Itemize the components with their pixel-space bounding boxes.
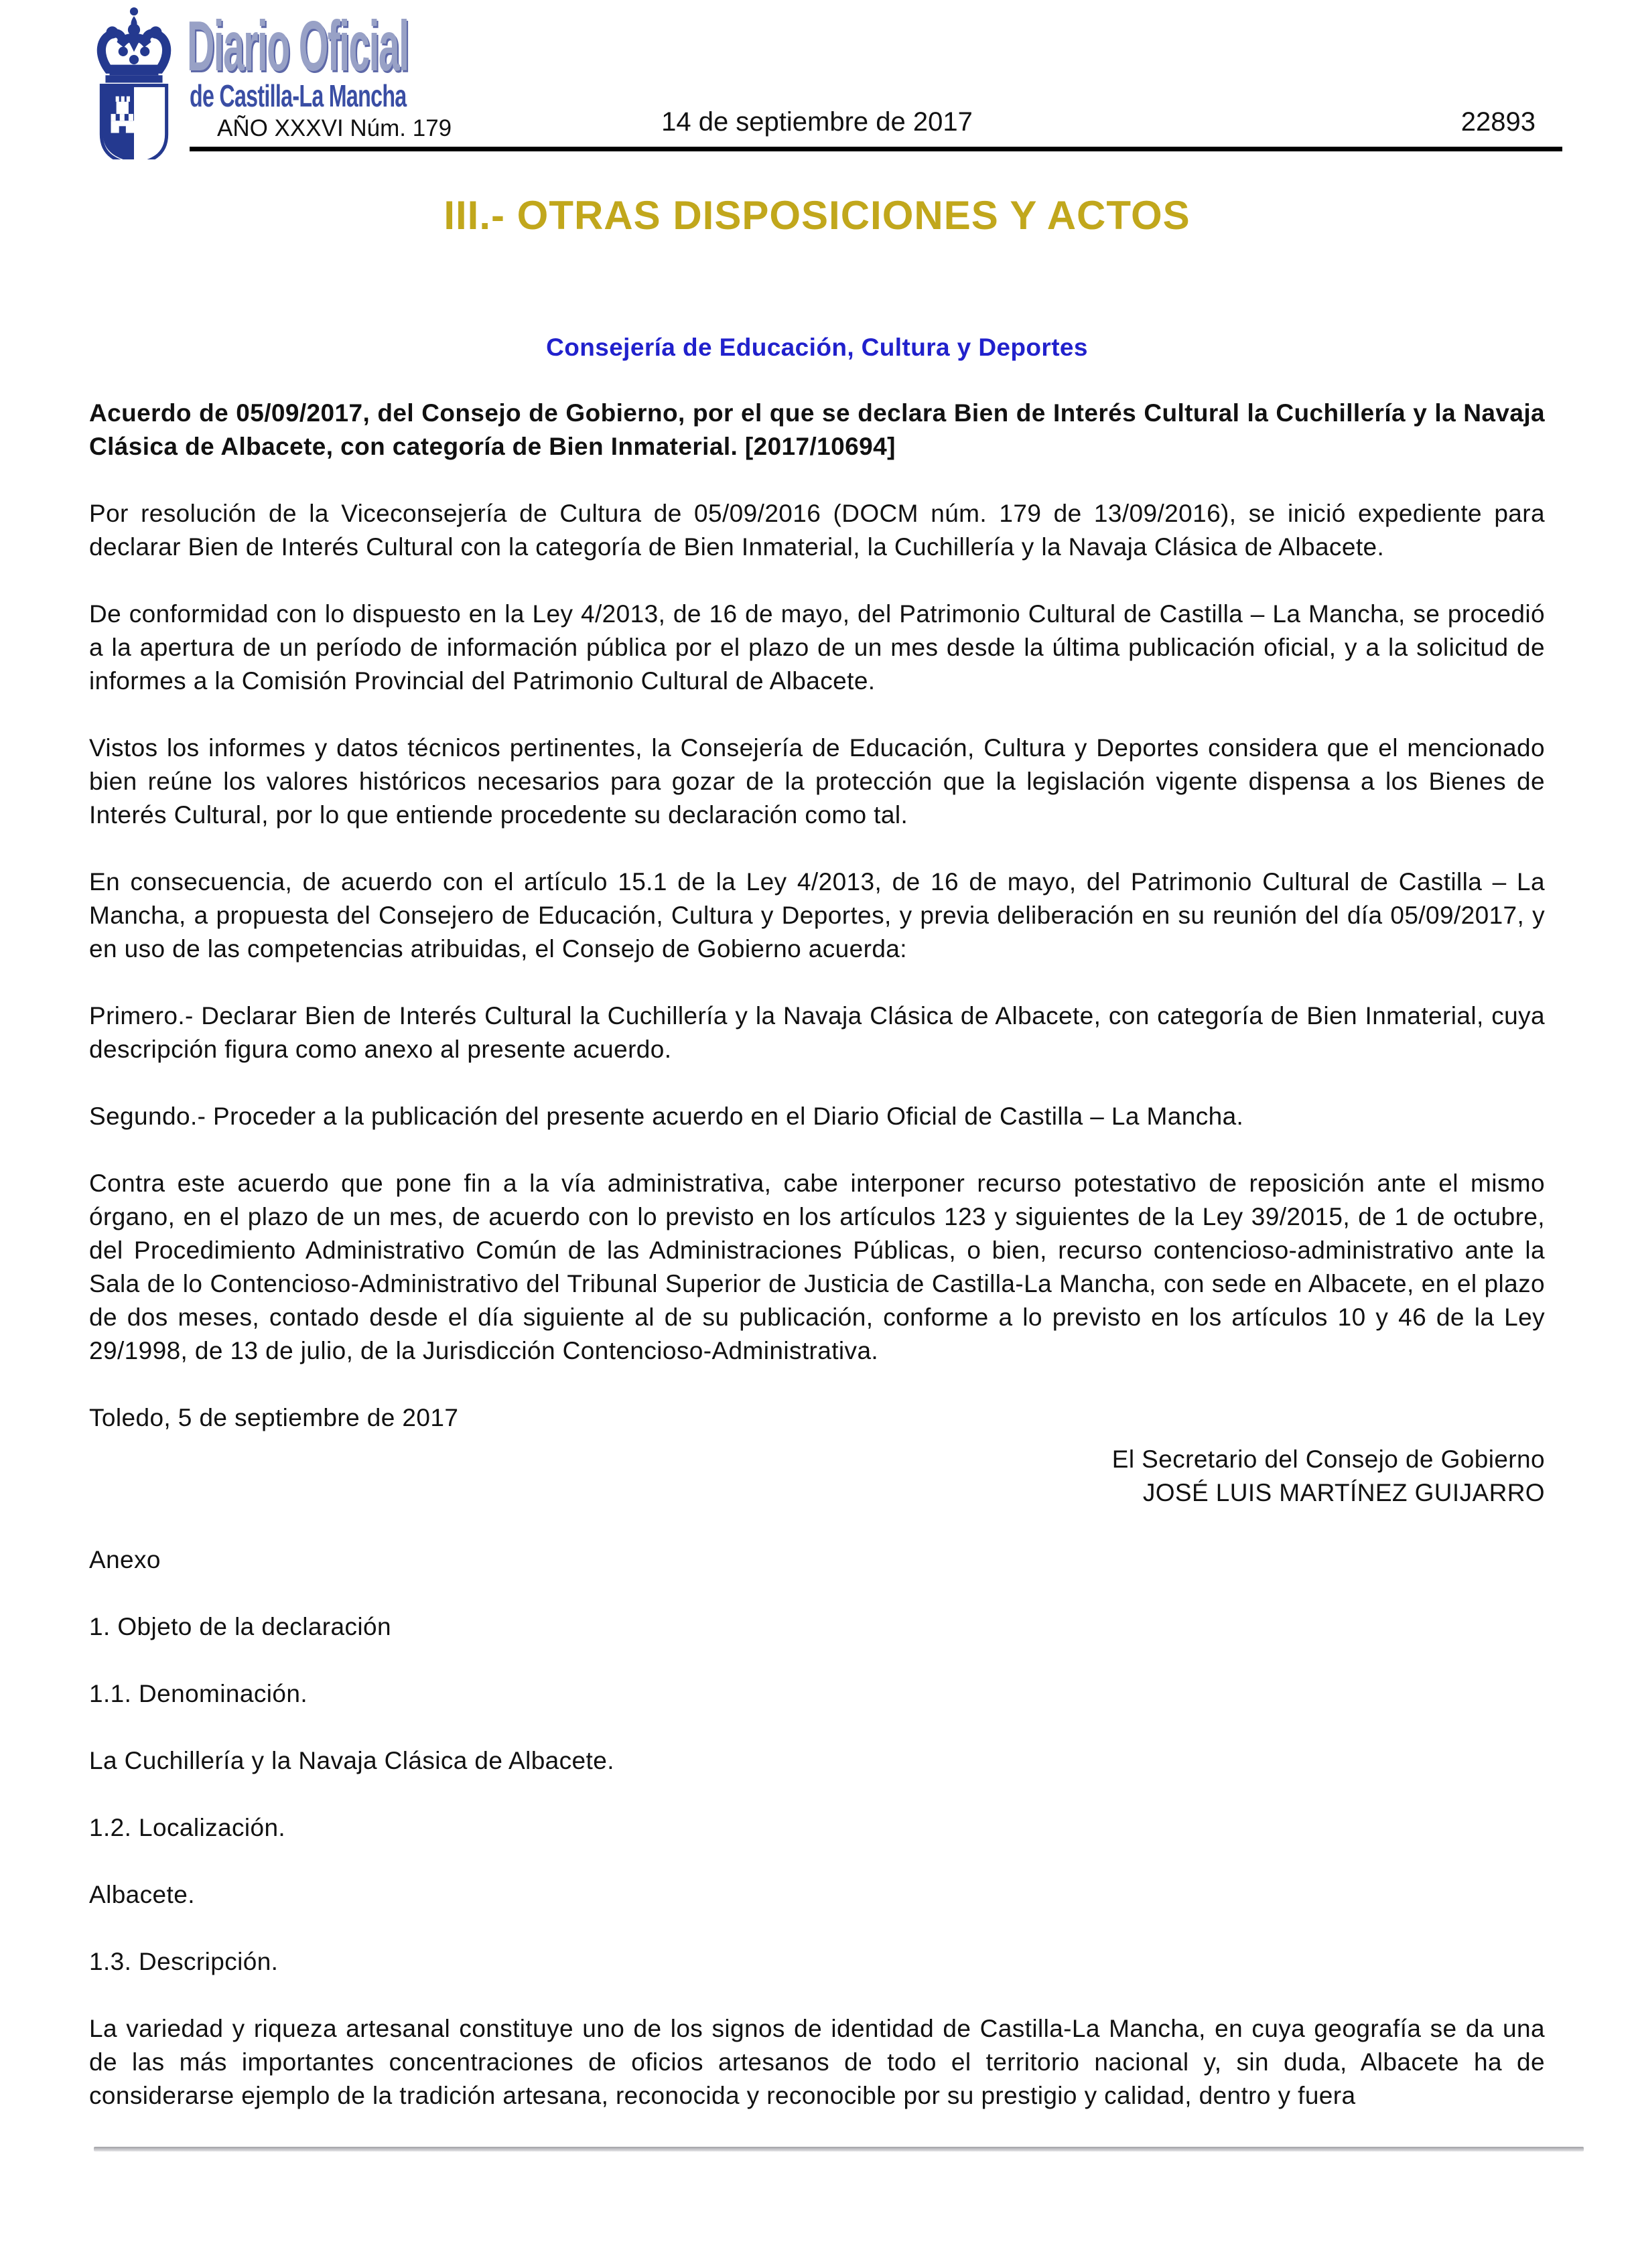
place-and-date: Toledo, 5 de septiembre de 2017 bbox=[89, 1404, 459, 1431]
footer-divider bbox=[94, 2147, 1584, 2151]
logo-subtitle: de Castilla-La Mancha bbox=[190, 78, 407, 113]
logo-title: Diario Oficial bbox=[187, 7, 409, 86]
logo-edition-number: AÑO XXXVI Núm. 179 bbox=[217, 115, 452, 141]
annex-section-objeto: 1. Objeto de la declaración bbox=[89, 1613, 391, 1640]
department-title: Consejería de Educación, Cultura y Deportes bbox=[546, 334, 1088, 361]
body-paragraph: De conformidad con lo dispuesto en la Ley 4/2013, de 16 de mayo, del Patrimonio Cultural de Castilla – La Mancha, se procedió a la apertura de un período de información pública por el plazo de un mes desde la última publicación oficial, y a la solicitud de informes a la Comisión Provincial del Patrimonio Cultural de Albacete. bbox=[89, 600, 1545, 695]
annex-section-descripcion: 1.3. Descripción. bbox=[89, 1948, 279, 1975]
article-heading: Acuerdo de 05/09/2017, del Consejo de Gobierno, por el que se declara Bien de Interés Cultural la Cuchillería y la Navaja Clásica de Albacete, con categoría de Bien Inmaterial. [2017/10694] bbox=[89, 399, 1545, 460]
section-title: III.- OTRAS DISPOSICIONES Y ACTOS bbox=[444, 193, 1190, 238]
header-date: 14 de septiembre de 2017 bbox=[661, 107, 973, 137]
annex-descripcion-paragraph: La variedad y riqueza artesanal constituye uno de los signos de identidad de Castilla-La Mancha, en cuya geografía se da una de las más importantes concentraciones de oficios artesanos de todo el territorio nacional y, sin duda, Albacete ha de considerarse ejemplo de la tradición artesana, reconocida y reconocible por su prestigio y calidad, dentro y fuera bbox=[89, 2015, 1545, 2109]
annex-section-localizacion: 1.2. Localización. bbox=[89, 1814, 286, 1841]
body-paragraph: Por resolución de la Viceconsejería de Cultura de 05/09/2016 (DOCM núm. 179 de 13/09/2016), se inició expediente para declarar Bien de Interés Cultural con la categoría de Bien Inmaterial, la Cuchillería y la Navaja Clásica de Albacete. bbox=[89, 500, 1545, 561]
body-paragraph-primero: Primero.- Declarar Bien de Interés Cultural la Cuchillería y la Navaja Clásica de Albacete, con categoría de Bien Inmaterial, cuya descripción figura como anexo al presente acuerdo. bbox=[89, 1002, 1545, 1063]
body-paragraph: En consecuencia, de acuerdo con el artículo 15.1 de la Ley 4/2013, de 16 de mayo, del Patrimonio Cultural de Castilla – La Mancha, a propuesta del Consejero de Educación, Cultura y Deportes, y previa deliberación en su reunión del día 05/09/2017, y en uso de las competencias atribuidas, el Consejo de Gobierno acuerda: bbox=[89, 868, 1545, 963]
annex-section-denominacion: 1.1. Denominación. bbox=[89, 1680, 308, 1707]
annex-denominacion-value: La Cuchillería y la Navaja Clásica de Albacete. bbox=[89, 1747, 614, 1774]
signature-name: JOSÉ LUIS MARTÍNEZ GUIJARRO bbox=[1142, 1479, 1545, 1506]
annex-title: Anexo bbox=[89, 1546, 161, 1573]
header-page-number: 22893 bbox=[1460, 107, 1536, 137]
body-paragraph-recursos: Contra este acuerdo que pone fin a la vía administrativa, cabe interponer recurso potestativo de reposición ante el mismo órgano, en el plazo de un mes, de acuerdo con lo previsto en los artículos 123 y siguientes de la Ley 39/2015, de 1 de octubre, del Procedimiento Administrativo Común de las Administraciones Públicas, o bien, recurso contencioso-administrativo ante la Sala de lo Contencioso-Administrativo del Tribunal Superior de Justicia de Castilla-La Mancha, con sede en Albacete, en el plazo de dos meses, contado desde el día siguiente al de su publicación, conforme a lo previsto en los artículos 10 y 46 de la Ley 29/1998, de 13 de julio, de la Jurisdicción Contencioso-Administrativa. bbox=[89, 1170, 1545, 1364]
body-paragraph: Vistos los informes y datos técnicos pertinentes, la Consejería de Educación, Cultura y Deportes considera que el mencionado bien reúne los valores históricos necesarios para gozar de la protección que la legislación vigente dispensa a los Bienes de Interés Cultural, por lo que entiende procedente su declaración como tal. bbox=[89, 734, 1545, 829]
signature-block bbox=[89, 1443, 1545, 1510]
body-paragraph-segundo: Segundo.- Proceder a la publicación del presente acuerdo en el Diario Oficial de Castilla – La Mancha. bbox=[89, 1103, 1244, 1130]
annex-localizacion-value: Albacete. bbox=[89, 1881, 195, 1908]
signature-role: El Secretario del Consejo de Gobierno bbox=[1111, 1445, 1545, 1473]
